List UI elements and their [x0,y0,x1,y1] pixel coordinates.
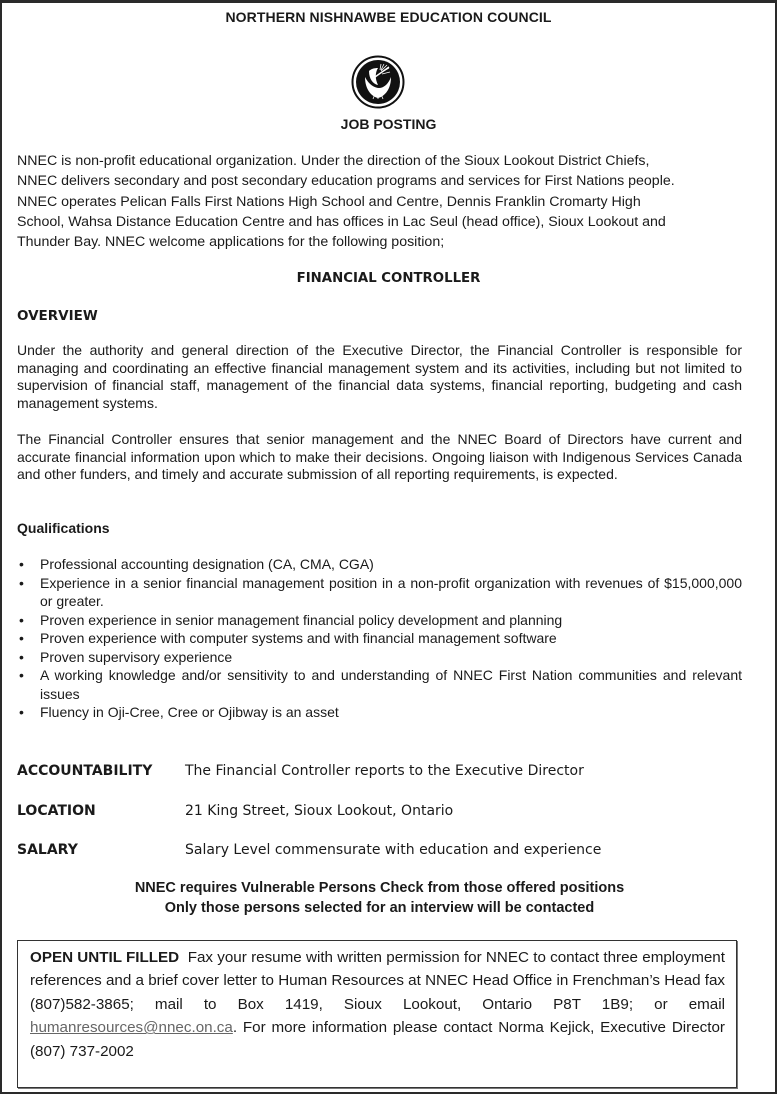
email-link[interactable]: humanresources@nnec.on.ca [30,1019,233,1037]
intro-line: NNEC is non-profit educational organization. Under the direction of the Sioux Lookout District Chiefs, [17,153,650,169]
intro-line: Thunder Bay. NNEC welcome applications for the following position; [17,234,445,251]
intro-line: NNEC operates Pelican Falls First Nations High School and Centre, Dennis Franklin Cromarty High [17,193,641,210]
bullet-icon: • [19,667,24,683]
application-instructions [30,946,725,1063]
list-item: • Proven experience in senior management financial policy development and planning [19,611,563,628]
overview-paragraph-2: The Financial Controller ensures that senior management and the NNEC Board of Directors have current and accurate financial information upon which to make their decisions. Ongoing liaison with Indigenous Services Canada and other funders, and timely and accurate submission of all reporting requirements, is expected. [17,431,742,482]
bullet-icon: • [19,611,24,628]
interview-notice: Only those persons selected for an interview will be contacted [164,900,595,916]
intro-paragraph [17,151,757,252]
job-posting-label: JOB POSTING [340,116,437,132]
apply-text: Fax your resume with written permission for NNEC to contact three employment references and a brief cover letter to Human Resources at NNEC Head Office in Frenchman’s Head fax (807)582-3865; mail to Box 1419, Sioux Lookout, Ontario P8T 1B9; or email [30,949,726,1013]
vulnerable-persons-notice: NNEC requires Vulnerable Persons Check from those offered positions [134,880,625,896]
accountability-value: The Financial Controller reports to the Executive Director [185,763,584,779]
overview-heading: OVERVIEW [17,308,98,324]
list-item: • Professional accounting designation (CA, CMA, CGA) [19,556,374,572]
list-item: • Proven experience with computer systems and with financial management software [19,630,557,646]
salary-value: Salary Level commensurate with education and experience [185,842,602,858]
application-instructions-box [17,940,737,1088]
bullet-icon: • [19,704,24,720]
bullet-icon: • [19,574,24,591]
nnec-crane-logo-icon [351,55,405,109]
position-title: FINANCIAL CONTROLLER [296,271,481,286]
intro-line: NNEC delivers secondary and post secondary education programs and services for First Nations people. [17,173,675,190]
open-status: OPEN UNTIL FILLED [30,949,180,966]
location-value: 21 King Street, Sioux Lookout, Ontario [185,803,454,819]
bullet-icon: • [19,630,24,646]
list-item: • Experience in a senior financial management position in a non-profit organization with revenues of $15,000,000 or greater. [19,574,742,609]
salary-label: SALARY [17,842,78,858]
list-item: • A working knowledge and/or sensitivity to and understanding of NNEC First Nation communities and relevant issues [19,667,742,702]
contact-text: . For more information please contact Norma Kejick, Executive Director (807) 737-2002 [30,1019,725,1060]
qualifications-heading: Qualifications [17,520,110,536]
bullet-icon: • [19,556,24,572]
location-label: LOCATION [17,803,96,819]
bullet-icon: • [19,648,24,665]
organization-name: NORTHERN NISHNAWBE EDUCATION COUNCIL [225,9,552,25]
list-item: • Fluency in Oji-Cree, Cree or Ojibway is an asset [19,704,339,720]
accountability-label: ACCOUNTABILITY [17,763,153,779]
overview-paragraph-1: Under the authority and general direction of the Executive Director, the Financial Controller is responsible for managing and coordinating an effective financial management system and its activities, including but not limited to supervision of financial staff, management of the financial data systems, financial reporting, budgeting and cash management systems. [17,342,742,411]
intro-line: School, Wahsa Distance Education Centre and has offices in Lac Seul (head office), Sioux Lookout and [17,213,666,230]
list-item: • Proven supervisory experience [19,648,233,665]
qualifications-list [17,555,742,722]
